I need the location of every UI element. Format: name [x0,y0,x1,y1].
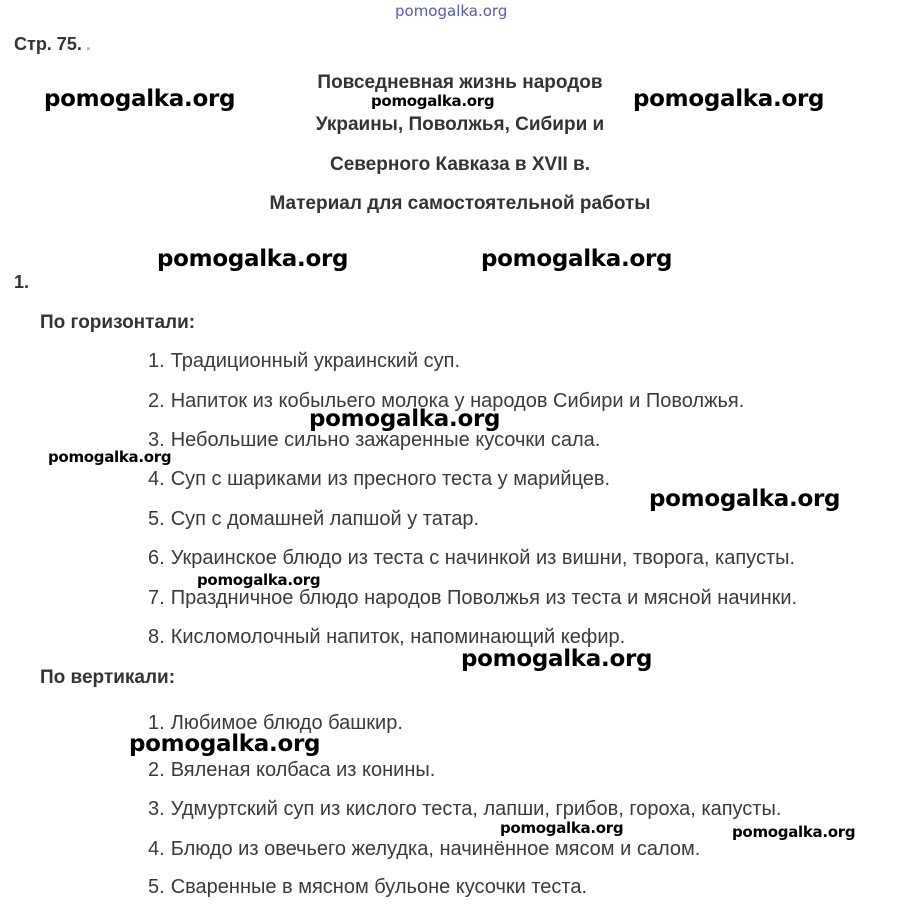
item-text: Кисломолочный напиток, напоминающий кефир. [170,626,626,648]
item-number: 5. [148,508,165,530]
horizontal-item [148,468,610,491]
watermark: pomogalka.org [48,448,172,466]
horizontal-item [148,429,600,452]
item-number: 7. [148,587,165,609]
item-text: Небольшие сильно зажаренные кусочки сала. [170,429,601,451]
watermark: pomogalka.org [732,823,856,841]
item-number: 4. [148,468,165,490]
vertical-heading: По вертикали: [40,667,176,688]
item-number: 8. [148,626,165,648]
vertical-item [148,838,700,861]
watermark: pomogalka.org [649,486,841,512]
page-reference-mark: . [85,34,91,54]
vertical-item [148,798,781,821]
item-text: Суп с домашней лапшой у татар. [170,508,480,530]
item-text: Любимое блюдо башкир. [170,712,403,734]
watermark: pomogalka.org [633,86,825,112]
item-text: Удмуртский суп из кислого теста, лапши, грибов, гороха, капусты. [170,798,782,820]
horizontal-item [148,547,795,570]
title-line-1: Повседневная жизнь народов [317,72,603,93]
watermark: pomogalka.org [395,2,508,20]
item-number: 3. [148,429,165,451]
watermark: pomogalka.org [44,86,236,112]
page-reference [14,34,91,55]
watermark: pomogalka.org [461,646,653,672]
watermark: pomogalka.org [197,571,321,589]
item-text: Традиционный украинский суп. [170,350,461,372]
item-number: 2. [148,759,165,781]
item-text: Сваренные в мясном бульоне кусочки теста. [170,876,588,898]
item-number: 4. [148,838,165,860]
watermark: pomogalka.org [157,246,349,272]
item-text: Праздничное блюдо народов Поволжья из теста и мясной начинки. [170,587,798,609]
watermark: pomogalka.org [500,819,624,837]
item-number: 3. [148,798,165,820]
task-number: 1. [14,272,30,292]
subtitle: Материал для самостоятельной работы [269,193,651,214]
page-reference-text: Стр. 75. [14,34,82,54]
horizontal-item [148,508,479,531]
item-text: Украинское блюдо из теста с начинкой из вишни, творога, капусты. [170,547,796,569]
horizontal-item [148,350,460,373]
watermark: pomogalka.org [481,246,673,272]
item-text: Вяленая колбаса из конины. [170,759,436,781]
vertical-item [148,759,435,782]
item-text: Суп с шариками из пресного теста у марийцев. [170,468,611,490]
watermark: pomogalka.org [129,731,321,757]
watermark: pomogalka.org [371,92,495,110]
horizontal-heading: По горизонтали: [40,312,196,333]
item-text: Напиток из кобыльего молока у народов Сибири и Поволжья. [170,390,745,412]
item-number: 2. [148,390,165,412]
item-text: Блюдо из овечьего желудка, начинённое мясом и салом. [170,838,701,860]
vertical-item [148,876,587,899]
item-number: 6. [148,547,165,569]
title-line-3: Северного Кавказа в XVII в. [329,154,591,175]
item-number: 1. [148,350,165,372]
horizontal-item [148,587,797,610]
item-number: 1. [148,712,165,734]
watermark: pomogalka.org [309,406,501,432]
item-number: 5. [148,876,165,898]
title-line-2: Украины, Поволжья, Сибири и [315,114,605,135]
